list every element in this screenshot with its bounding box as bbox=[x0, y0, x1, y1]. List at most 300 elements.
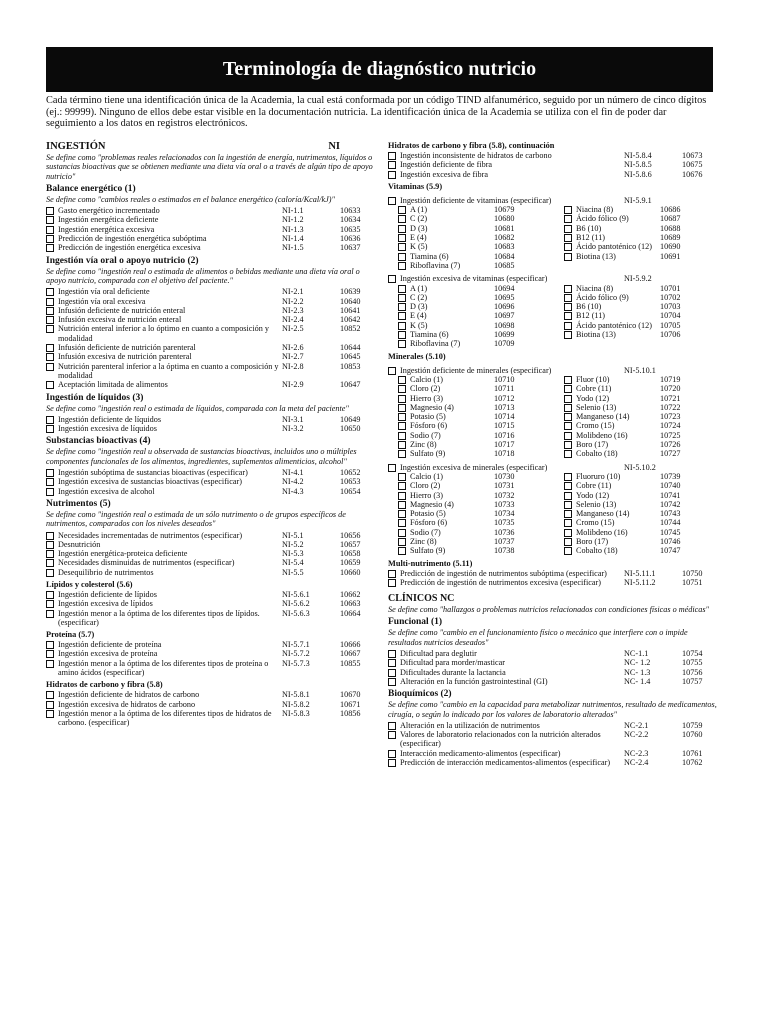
grid-item bbox=[564, 528, 722, 537]
checkbox[interactable] bbox=[564, 441, 572, 449]
grid-item bbox=[564, 252, 722, 261]
term-code: NI-4.1 bbox=[282, 468, 304, 478]
grid-item bbox=[564, 412, 722, 421]
checkbox[interactable] bbox=[398, 538, 406, 546]
checkbox[interactable] bbox=[46, 710, 54, 718]
grid-item-id: 10714 bbox=[494, 412, 515, 422]
term-code: NI-5.11.2 bbox=[624, 577, 656, 587]
grid-item bbox=[398, 431, 556, 440]
grid-item bbox=[564, 518, 722, 527]
term-label: Ingestión energética-proteica deficiente bbox=[58, 549, 188, 559]
grid-item-id: 10724 bbox=[660, 421, 681, 431]
checkbox[interactable] bbox=[564, 285, 572, 293]
grid-item-label: Fósforo (6) bbox=[410, 518, 448, 528]
term-row bbox=[388, 649, 722, 658]
grid-item-label: Cloro (2) bbox=[410, 384, 441, 394]
grid-item bbox=[398, 500, 556, 509]
checkbox[interactable] bbox=[46, 244, 54, 252]
checkbox[interactable] bbox=[388, 650, 396, 658]
term-id: 10754 bbox=[682, 649, 703, 659]
multi-title: Multi-nutrimento (5.11) bbox=[388, 558, 473, 568]
term-label: Alteración en la función gastrointestinal (GI) bbox=[400, 676, 548, 686]
term-id: 10639 bbox=[340, 287, 361, 297]
checkbox[interactable] bbox=[398, 303, 406, 311]
term-code: NI-5.1 bbox=[282, 530, 304, 540]
grid-item bbox=[564, 431, 722, 440]
term-code: NI-5.6.3 bbox=[282, 608, 310, 618]
term-row bbox=[46, 215, 380, 224]
checkbox[interactable] bbox=[564, 432, 572, 440]
grid-item-label: Magnesio (4) bbox=[410, 402, 454, 412]
checkbox[interactable] bbox=[46, 298, 54, 306]
term-label: Predicción de ingestión energética excesiva bbox=[58, 243, 201, 253]
grid-item-id: 10691 bbox=[660, 251, 681, 261]
checkbox[interactable] bbox=[398, 441, 406, 449]
checkbox[interactable] bbox=[388, 731, 396, 739]
term-id: 10759 bbox=[682, 720, 703, 730]
checkbox[interactable] bbox=[398, 510, 406, 518]
term-id: 10673 bbox=[682, 151, 703, 160]
checkbox[interactable] bbox=[46, 550, 54, 558]
grid-item-label: Yodo (12) bbox=[576, 393, 610, 403]
term-code: NI-2.2 bbox=[282, 296, 304, 306]
checkbox[interactable] bbox=[398, 404, 406, 412]
term-row bbox=[46, 343, 380, 352]
grid-item-id: 10689 bbox=[660, 233, 681, 243]
checkbox[interactable] bbox=[398, 285, 406, 293]
checkbox[interactable] bbox=[398, 395, 406, 403]
term-label: Dificultad para morder/masticar bbox=[400, 658, 506, 668]
term-row bbox=[46, 324, 380, 343]
checkbox[interactable] bbox=[388, 570, 396, 578]
grid-item bbox=[564, 472, 722, 481]
checkbox[interactable] bbox=[398, 482, 406, 490]
grid-header-row bbox=[388, 463, 722, 472]
checkbox[interactable] bbox=[398, 450, 406, 458]
checkbox[interactable] bbox=[388, 759, 396, 767]
checkbox[interactable] bbox=[388, 152, 396, 160]
term-id: 10637 bbox=[340, 243, 361, 253]
grid-item-id: 10695 bbox=[494, 292, 515, 302]
ingestion-definition: Se define como "problemas reales relacionados con la ingestión de energía, nutrimentos, líquidos o sustancias bioactivas que se obtienen mediante una dieta vía oral o a través de algún tipo de apoyo nutricio" bbox=[46, 153, 373, 181]
checkbox[interactable] bbox=[46, 344, 54, 352]
term-code: NI-1.4 bbox=[282, 234, 304, 244]
term-row bbox=[46, 487, 380, 496]
term-label: Ingestión excesiva de fibra bbox=[400, 169, 488, 179]
grid-item-label: Cobalto (18) bbox=[576, 449, 618, 459]
term-id: 10666 bbox=[340, 640, 361, 650]
left-sections bbox=[46, 184, 380, 577]
checkbox[interactable] bbox=[388, 750, 396, 758]
term-row bbox=[46, 415, 380, 424]
grid-item-label: Biotina (13) bbox=[576, 330, 616, 340]
grid-item-id: 10739 bbox=[660, 471, 681, 481]
grid-item-id: 10744 bbox=[660, 518, 681, 528]
term-id: 10658 bbox=[340, 549, 361, 559]
checkbox[interactable] bbox=[46, 559, 54, 567]
checkbox[interactable] bbox=[46, 650, 54, 658]
term-row bbox=[46, 690, 380, 699]
checkbox[interactable] bbox=[564, 519, 572, 527]
term-label: Ingestión vía oral excesiva bbox=[58, 296, 146, 306]
grid-item-label: Ácido pantoténico (12) bbox=[576, 320, 652, 330]
grid-item bbox=[398, 546, 556, 555]
checkbox[interactable] bbox=[398, 206, 406, 214]
checkbox[interactable] bbox=[398, 234, 406, 242]
checkbox[interactable] bbox=[398, 312, 406, 320]
term-row bbox=[388, 170, 722, 179]
term-row bbox=[388, 749, 722, 758]
term-id: 10755 bbox=[682, 658, 703, 668]
multi-list bbox=[388, 569, 722, 588]
checkbox[interactable] bbox=[46, 381, 54, 389]
checkbox[interactable] bbox=[398, 385, 406, 393]
checkbox[interactable] bbox=[46, 425, 54, 433]
minerals-excess-block bbox=[388, 463, 722, 556]
checkbox[interactable] bbox=[564, 395, 572, 403]
checkbox[interactable] bbox=[46, 569, 54, 577]
grid-item bbox=[398, 284, 556, 293]
term-label: Ingestión excesiva de sustancias bioactivas (especificar) bbox=[58, 477, 242, 487]
checkbox[interactable] bbox=[46, 207, 54, 215]
grid-item-id: 10727 bbox=[660, 449, 681, 459]
term-label: Interacción medicamento-alimentos (especificar) bbox=[400, 748, 561, 758]
grid-item-label: Boro (17) bbox=[576, 536, 609, 546]
checkbox[interactable] bbox=[398, 376, 406, 384]
checkbox[interactable] bbox=[388, 197, 396, 205]
grid-item-id: 10682 bbox=[494, 233, 515, 243]
section-title: Proteína (5.7) bbox=[46, 630, 95, 640]
term-row bbox=[46, 609, 380, 628]
term-label: Infusión deficiente de nutrición enteral bbox=[58, 305, 186, 315]
grid-item-label: Ácido pantoténico (12) bbox=[576, 242, 652, 252]
checkbox[interactable] bbox=[398, 253, 406, 261]
term-id: 10853 bbox=[340, 361, 361, 371]
grid-item-id: 10747 bbox=[660, 546, 681, 556]
grid-item-label: Magnesio (4) bbox=[410, 499, 454, 509]
grid-item-id: 10733 bbox=[494, 499, 515, 509]
section-title: Lípidos y colesterol (5.6) bbox=[46, 579, 133, 589]
section-title: Bioquímicos (2) bbox=[388, 689, 452, 700]
grid-item bbox=[564, 481, 722, 490]
term-id: 10657 bbox=[340, 539, 361, 549]
checkbox[interactable] bbox=[398, 243, 406, 251]
section-title: Hidratos de carbono y fibra (5.8) bbox=[46, 680, 163, 690]
term-row bbox=[46, 315, 380, 324]
checkbox[interactable] bbox=[398, 432, 406, 440]
term-row bbox=[46, 549, 380, 558]
term-label: Infusión excesiva de nutrición enteral bbox=[58, 315, 182, 325]
term-row bbox=[46, 380, 380, 389]
checkbox[interactable] bbox=[564, 215, 572, 223]
checkbox[interactable] bbox=[564, 206, 572, 214]
term-label: Predicción de interacción medicamentos-alimentos (especificar) bbox=[400, 758, 611, 768]
grid-item-label: Molibdeno (16) bbox=[576, 430, 628, 440]
grid-item-id: 10725 bbox=[660, 430, 681, 440]
grid-item-label: Cobre (11) bbox=[576, 481, 612, 491]
checkbox[interactable] bbox=[46, 541, 54, 549]
section-title: Nutrimentos (5) bbox=[46, 498, 111, 509]
checkbox[interactable] bbox=[46, 416, 54, 424]
grid-item-label: Hierro (3) bbox=[410, 490, 443, 500]
grid-item-id: 10697 bbox=[494, 311, 515, 321]
grid-item-label: E (4) bbox=[410, 233, 427, 243]
checkbox[interactable] bbox=[388, 171, 396, 179]
vitamins-deficient-block bbox=[388, 196, 722, 270]
grid-item-label: Cobre (11) bbox=[576, 384, 612, 394]
grid-item-id: 10680 bbox=[494, 214, 515, 224]
grid-item bbox=[398, 481, 556, 490]
section-definition: Se define como "ingestión real u observada de sustancias bioactivas, incluidos uno o múltiples componentes funcionales de los alimentos, ingredientes, suplementos alimenticios, alcohol" bbox=[46, 447, 357, 466]
term-row bbox=[46, 640, 380, 649]
term-row bbox=[46, 352, 380, 361]
term-code: NI-5.10.2 bbox=[624, 462, 656, 472]
checkbox[interactable] bbox=[398, 492, 406, 500]
term-row bbox=[388, 151, 722, 160]
grid-item-id: 10715 bbox=[494, 421, 515, 431]
vitamins-title: Vitaminas (5.9) bbox=[388, 181, 443, 191]
term-row bbox=[388, 721, 722, 730]
checkbox[interactable] bbox=[564, 312, 572, 320]
term-row bbox=[46, 558, 380, 567]
checkbox[interactable] bbox=[564, 510, 572, 518]
grid-item bbox=[564, 384, 722, 393]
grid-item-id: 10683 bbox=[494, 242, 515, 252]
section-definition: Se define como "ingestión real o estimada de líquidos, comparada con la meta del paciente" bbox=[46, 403, 349, 413]
grid-item-label: Biotina (13) bbox=[576, 251, 616, 261]
term-code: NI-5.8.3 bbox=[282, 708, 310, 718]
checkbox[interactable] bbox=[46, 691, 54, 699]
checkbox[interactable] bbox=[46, 469, 54, 477]
checkbox[interactable] bbox=[564, 473, 572, 481]
term-id: 10664 bbox=[340, 608, 361, 618]
checkbox[interactable] bbox=[46, 307, 54, 315]
checkbox[interactable] bbox=[388, 722, 396, 730]
grid-item-label: Manganeso (14) bbox=[576, 509, 630, 519]
term-row bbox=[46, 206, 380, 215]
term-row bbox=[388, 160, 722, 169]
grid-item-id: 10688 bbox=[660, 223, 681, 233]
checkbox[interactable] bbox=[46, 325, 54, 333]
term-code: NC- 1.4 bbox=[624, 676, 651, 686]
term-id: 10660 bbox=[340, 567, 361, 577]
checkbox[interactable] bbox=[398, 215, 406, 223]
checkbox[interactable] bbox=[46, 363, 54, 371]
term-row bbox=[46, 568, 380, 577]
grid-item bbox=[398, 509, 556, 518]
term-row bbox=[46, 243, 380, 252]
checkbox[interactable] bbox=[398, 519, 406, 527]
checkbox[interactable] bbox=[388, 678, 396, 686]
nutrient-grid bbox=[398, 205, 722, 270]
checkbox[interactable] bbox=[398, 225, 406, 233]
checkbox[interactable] bbox=[564, 376, 572, 384]
section-title: Ingestión vía oral o apoyo nutricio (2) bbox=[46, 255, 199, 266]
grid-item-label: Tiamina (6) bbox=[410, 330, 449, 340]
term-id: 10670 bbox=[340, 690, 361, 700]
grid-item-label: Boro (17) bbox=[576, 440, 609, 450]
term-code: NI-2.6 bbox=[282, 343, 304, 353]
term-row bbox=[388, 668, 722, 677]
term-id: 10659 bbox=[340, 558, 361, 568]
checkbox[interactable] bbox=[46, 226, 54, 234]
checkbox[interactable] bbox=[388, 367, 396, 375]
grid-item-id: 10690 bbox=[660, 242, 681, 252]
term-label: Ingestión menor a la óptima de los diferentes tipos de proteína o amino ácidos (especificar) bbox=[58, 658, 269, 678]
term-code: NI-5.8.6 bbox=[624, 169, 652, 179]
grid-item bbox=[398, 224, 556, 233]
checkbox[interactable] bbox=[398, 322, 406, 330]
checkbox[interactable] bbox=[46, 660, 54, 668]
grid-item bbox=[398, 472, 556, 481]
checkbox[interactable] bbox=[564, 547, 572, 555]
grid-item bbox=[564, 330, 722, 339]
checkbox[interactable] bbox=[564, 322, 572, 330]
term-id: 10760 bbox=[682, 730, 703, 740]
checkbox[interactable] bbox=[398, 413, 406, 421]
grid-item-label: E (4) bbox=[410, 311, 427, 321]
checkbox[interactable] bbox=[564, 492, 572, 500]
grid-item-id: 10745 bbox=[660, 527, 681, 537]
checkbox[interactable] bbox=[398, 331, 406, 339]
term-label: Ingestión energética excesiva bbox=[58, 224, 155, 234]
term-label: Valores de laboratorio relacionados con la nutrición alterados (especificar) bbox=[400, 730, 601, 749]
checkbox[interactable] bbox=[46, 610, 54, 618]
checkbox[interactable] bbox=[46, 288, 54, 296]
checkbox[interactable] bbox=[46, 478, 54, 486]
checkbox[interactable] bbox=[564, 225, 572, 233]
term-label: Ingestión excesiva de lípidos bbox=[58, 599, 153, 609]
section-title: Balance energético (1) bbox=[46, 183, 136, 194]
term-label: Predicción de ingestión de nutrimentos subóptima (especificar) bbox=[400, 568, 607, 578]
checkbox[interactable] bbox=[46, 641, 54, 649]
term-label: Gasto energético incrementado bbox=[58, 206, 160, 216]
section-definition: Se define como "ingestión real o estimada de un sólo nutrimento o de grupos específicos de nutrimentos, comparados con los niveles deseados" bbox=[46, 509, 346, 529]
checkbox[interactable] bbox=[564, 331, 572, 339]
grid-item-label: Ácido fólico (9) bbox=[576, 292, 629, 302]
checkbox[interactable] bbox=[564, 450, 572, 458]
checkbox[interactable] bbox=[46, 600, 54, 608]
grid-item bbox=[398, 518, 556, 527]
grid-item bbox=[564, 500, 722, 509]
checkbox[interactable] bbox=[564, 294, 572, 302]
grid-item bbox=[398, 242, 556, 251]
term-row bbox=[46, 477, 380, 486]
term-code: NI-3.2 bbox=[282, 424, 304, 434]
checkbox[interactable] bbox=[46, 532, 54, 540]
checkbox[interactable] bbox=[564, 501, 572, 509]
carbs-cont-list bbox=[388, 151, 722, 179]
nutrient-subsections bbox=[46, 580, 380, 728]
grid-item-label: K (5) bbox=[410, 242, 428, 252]
checkbox[interactable] bbox=[398, 529, 406, 537]
checkbox[interactable] bbox=[398, 262, 406, 270]
checkbox[interactable] bbox=[564, 404, 572, 412]
grid-item bbox=[398, 302, 556, 311]
checkbox[interactable] bbox=[398, 473, 406, 481]
grid-item-id: 10681 bbox=[494, 223, 515, 233]
grid-item bbox=[398, 449, 556, 458]
checkbox[interactable] bbox=[46, 316, 54, 324]
checkbox[interactable] bbox=[398, 422, 406, 430]
grid-item bbox=[564, 242, 722, 251]
checkbox[interactable] bbox=[564, 234, 572, 242]
term-row bbox=[46, 590, 380, 599]
grid-item-id: 10717 bbox=[494, 440, 515, 450]
grid-item-id: 10743 bbox=[660, 509, 681, 519]
checkbox[interactable] bbox=[564, 422, 572, 430]
term-id: 10634 bbox=[340, 215, 361, 225]
term-label: Ingestión menor a la óptima de los diferentes tipos de lípidos. (especificar) bbox=[58, 608, 260, 627]
checkbox[interactable] bbox=[46, 591, 54, 599]
checkbox[interactable] bbox=[388, 275, 396, 283]
checkbox[interactable] bbox=[564, 385, 572, 393]
checkbox[interactable] bbox=[46, 216, 54, 224]
checkbox[interactable] bbox=[564, 243, 572, 251]
checkbox[interactable] bbox=[564, 413, 572, 421]
section-title: Funcional (1) bbox=[388, 617, 443, 628]
grid-item-label: Cobalto (18) bbox=[576, 546, 618, 556]
grid-item-label: Fluor (10) bbox=[576, 374, 610, 384]
term-id: 10855 bbox=[340, 658, 361, 668]
checkbox[interactable] bbox=[46, 701, 54, 709]
grid-item bbox=[398, 330, 556, 339]
grid-item-label: Sodio (7) bbox=[410, 430, 441, 440]
checkbox[interactable] bbox=[564, 538, 572, 546]
term-id: 10650 bbox=[340, 424, 361, 434]
grid-item-label: Niacina (8) bbox=[576, 205, 614, 215]
checkbox[interactable] bbox=[388, 161, 396, 169]
grid-item bbox=[564, 302, 722, 311]
checkbox[interactable] bbox=[398, 340, 406, 348]
grid-item-label: Sulfato (9) bbox=[410, 449, 446, 459]
grid-item-id: 10685 bbox=[494, 260, 515, 270]
grid-item-label: B6 (10) bbox=[576, 302, 602, 312]
checkbox[interactable] bbox=[388, 669, 396, 677]
checkbox[interactable] bbox=[46, 235, 54, 243]
checkbox[interactable] bbox=[564, 303, 572, 311]
term-id: 10856 bbox=[340, 708, 361, 718]
checkbox[interactable] bbox=[398, 501, 406, 509]
checkbox[interactable] bbox=[398, 294, 406, 302]
checkbox[interactable] bbox=[564, 482, 572, 490]
term-id: 10756 bbox=[682, 667, 703, 677]
checkbox[interactable] bbox=[398, 547, 406, 555]
term-label: Desequilibrio de nutrimentos bbox=[58, 567, 154, 577]
term-code: NI-2.1 bbox=[282, 287, 304, 297]
grid-item-id: 10738 bbox=[494, 546, 515, 556]
term-code: NI-1.5 bbox=[282, 243, 304, 253]
grid-item bbox=[564, 284, 722, 293]
checkbox[interactable] bbox=[46, 488, 54, 496]
grid-item-label: Calcio (1) bbox=[410, 471, 443, 481]
term-row bbox=[388, 578, 722, 587]
checkbox[interactable] bbox=[564, 529, 572, 537]
grid-item-id: 10723 bbox=[660, 412, 681, 422]
grid-item-id: 10679 bbox=[494, 205, 515, 215]
grid-item bbox=[398, 205, 556, 214]
term-row bbox=[46, 540, 380, 549]
grid-item-id: 10698 bbox=[494, 320, 515, 330]
checkbox[interactable] bbox=[46, 353, 54, 361]
term-id: 10635 bbox=[340, 224, 361, 234]
term-label: Dificultades durante la lactancia bbox=[400, 667, 506, 677]
checkbox[interactable] bbox=[388, 464, 396, 472]
checkbox[interactable] bbox=[564, 253, 572, 261]
term-code: NI-5.8.2 bbox=[282, 699, 310, 709]
checkbox[interactable] bbox=[388, 659, 396, 667]
checkbox[interactable] bbox=[388, 579, 396, 587]
